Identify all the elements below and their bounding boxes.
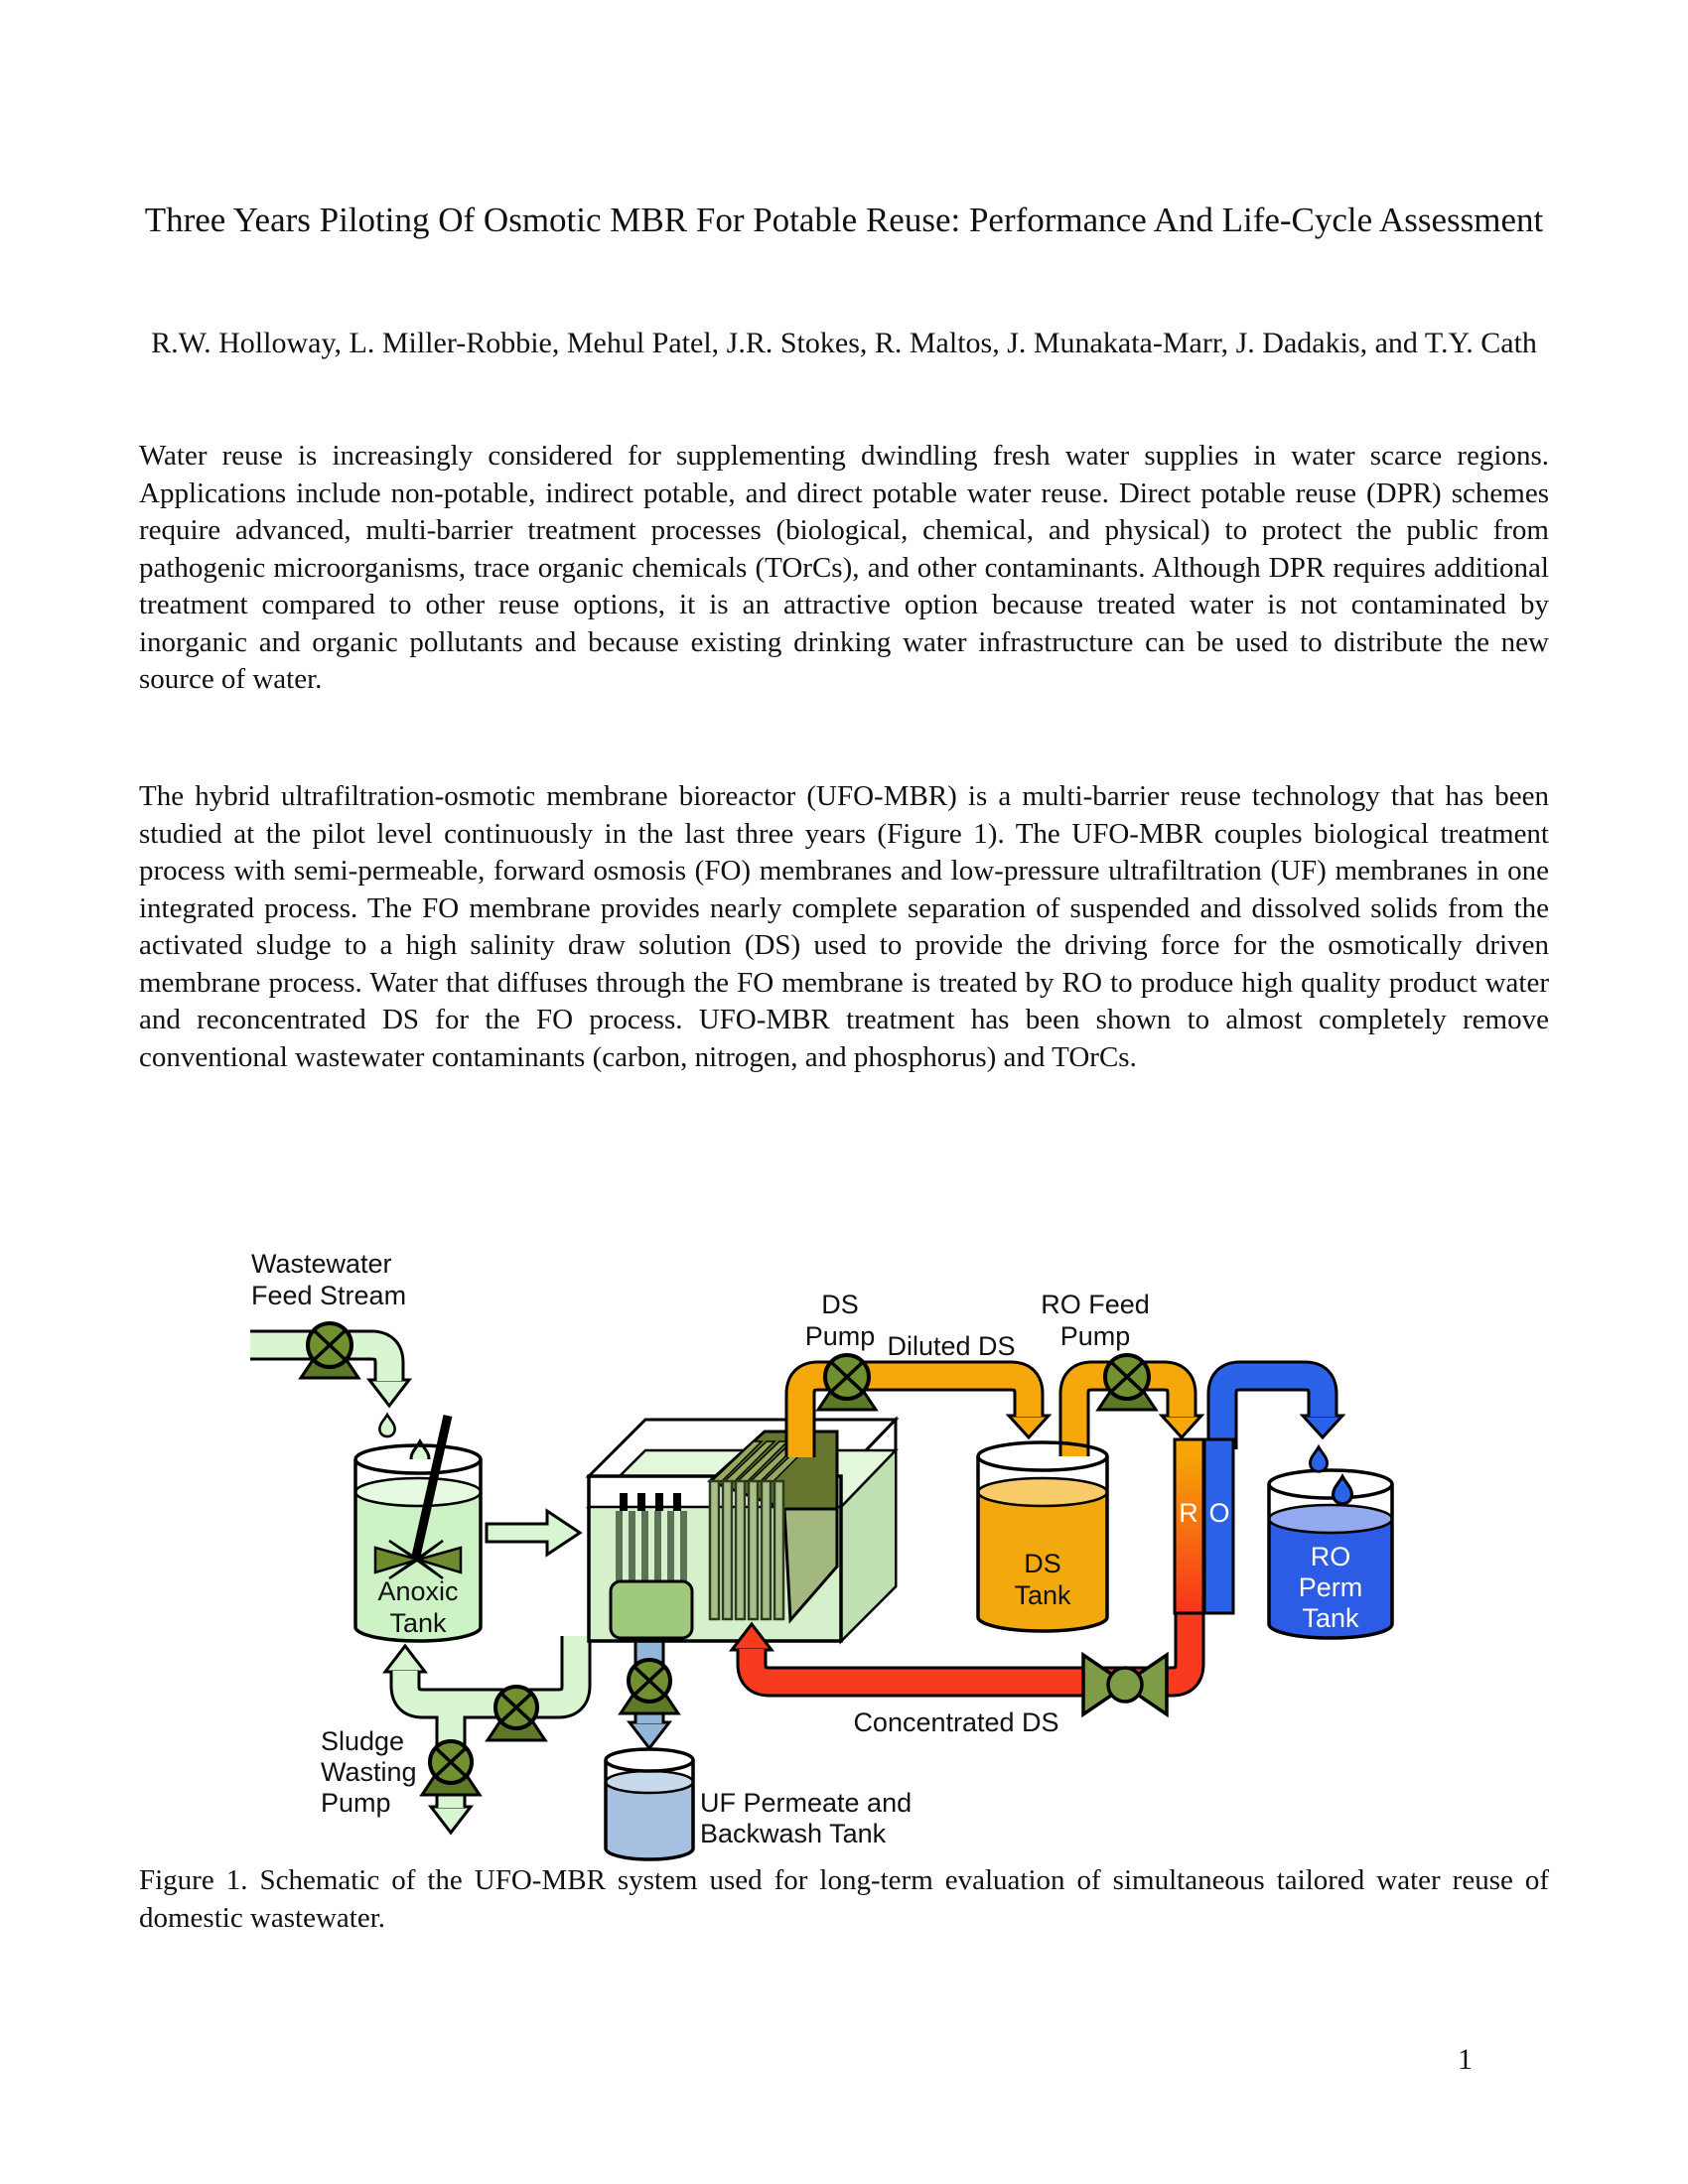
anoxic-tank-label-line2: Tank bbox=[389, 1608, 447, 1638]
ro-unit-label-o: O bbox=[1208, 1498, 1230, 1528]
ro-unit-label-r: R bbox=[1179, 1498, 1198, 1528]
sludge-pump-label-line1: Sludge bbox=[321, 1726, 405, 1756]
ro-feed-pump-label-line1: RO Feed bbox=[1041, 1290, 1150, 1319]
ds-valve-icon bbox=[1083, 1655, 1167, 1714]
paragraph-2: The hybrid ultrafiltration-osmotic membrane bioreactor (UFO-MBR) is a multi-barrier reuse technology that has been studied at the pilot level continuously in the last three years (Figure 1). The UFO-MBR couples biological treatment process with semi-permeable, forward osmosis (FO) membranes and low-pressure ultrafiltration (UF) membranes in one integrated process. The FO membrane provides nearly complete separation of suspended and dissolved solids from the activated sludge to a high salinity draw solution (DS) used to provide the driving force for the osmotically driven membrane process. Water that diffuses through the FO membrane is treated by RO to produce high quality product water and reconcentrated DS for the FO process. UFO-MBR treatment has been shown to almost completely remove conventional wastewater contaminants (carbon, nitrogen, and phosphorus) and TOrCs. bbox=[139, 780, 1549, 1073]
figure-caption: Figure 1. Schematic of the UFO-MBR system used for long-term evaluation of simultaneous tailored water reuse of domestic wastewater. bbox=[139, 1864, 1549, 1934]
paragraph-1: Water reuse is increasingly considered for supplementing dwindling fresh water supplies in water scarce regions. Applications include non-potable, indirect potable, and direct potable water reuse. Direct potable reuse (DPR) schemes require advanced, multi-barrier treatment processes (biological, chemical, and physical) to protect the public from pathogenic microorganisms, trace organic chemicals (TOrCs), and other contaminants. Although DPR requires additional treatment compared to other reuse options, it is an attractive option because treated water is not contaminated by inorganic and organic pollutants and because existing drinking water infrastructure can be used to distribute the new source of water. bbox=[139, 440, 1549, 695]
uf-tank-label-line1: UF Permeate and bbox=[700, 1788, 913, 1818]
ds-pump-label-line2: Pump bbox=[804, 1321, 876, 1351]
uf-permeate-tank bbox=[606, 1749, 693, 1859]
anoxic-tank-label-line1: Anoxic bbox=[377, 1576, 459, 1606]
diluted-ds-label: Diluted DS bbox=[887, 1331, 1016, 1361]
page-number: 1 bbox=[1458, 2043, 1473, 2076]
sludge-pump-label-line2: Wasting bbox=[321, 1757, 417, 1787]
ds-tank-label-line1: DS bbox=[1024, 1549, 1061, 1578]
authors-line: R.W. Holloway, L. Miller-Robbie, Mehul Patel, J.R. Stokes, R. Maltos, J. Munakata-Marr, J. Dadakis, and T.Y. Cath bbox=[151, 327, 1537, 359]
ro-perm-tank-label-line3: Tank bbox=[1302, 1603, 1359, 1633]
concentrated-ds-label: Concentrated DS bbox=[853, 1707, 1059, 1737]
feed-label-line1: Wastewater bbox=[251, 1249, 392, 1279]
feed-label-line2: Feed Stream bbox=[251, 1281, 407, 1310]
anoxic-to-mbr-arrow bbox=[487, 1511, 580, 1555]
figure-1-schematic bbox=[139, 1221, 1549, 1866]
ro-perm-tank-label-line1: RO bbox=[1310, 1542, 1351, 1571]
ro-permeate-pipe bbox=[1222, 1376, 1342, 1449]
paper-title: Three Years Piloting Of Osmotic MBR For Potable Reuse: Performance And Life-Cycle Assessment bbox=[144, 201, 1544, 239]
ufo-mbr-diagram bbox=[139, 1221, 1549, 1866]
uf-tank-label-line2: Backwash Tank bbox=[700, 1819, 887, 1848]
uf-pump-icon bbox=[621, 1660, 678, 1713]
ro-feed-pump-label-line2: Pump bbox=[1059, 1321, 1131, 1351]
recycle-pipe bbox=[385, 1636, 576, 1833]
sludge-pump-label-line3: Pump bbox=[321, 1788, 391, 1818]
sludge-wasting-pump-icon bbox=[422, 1741, 480, 1795]
ds-tank-label-line2: Tank bbox=[1014, 1580, 1071, 1610]
ds-pump-label-line1: DS bbox=[821, 1290, 859, 1319]
ro-perm-tank-label-line2: Perm bbox=[1298, 1572, 1363, 1602]
